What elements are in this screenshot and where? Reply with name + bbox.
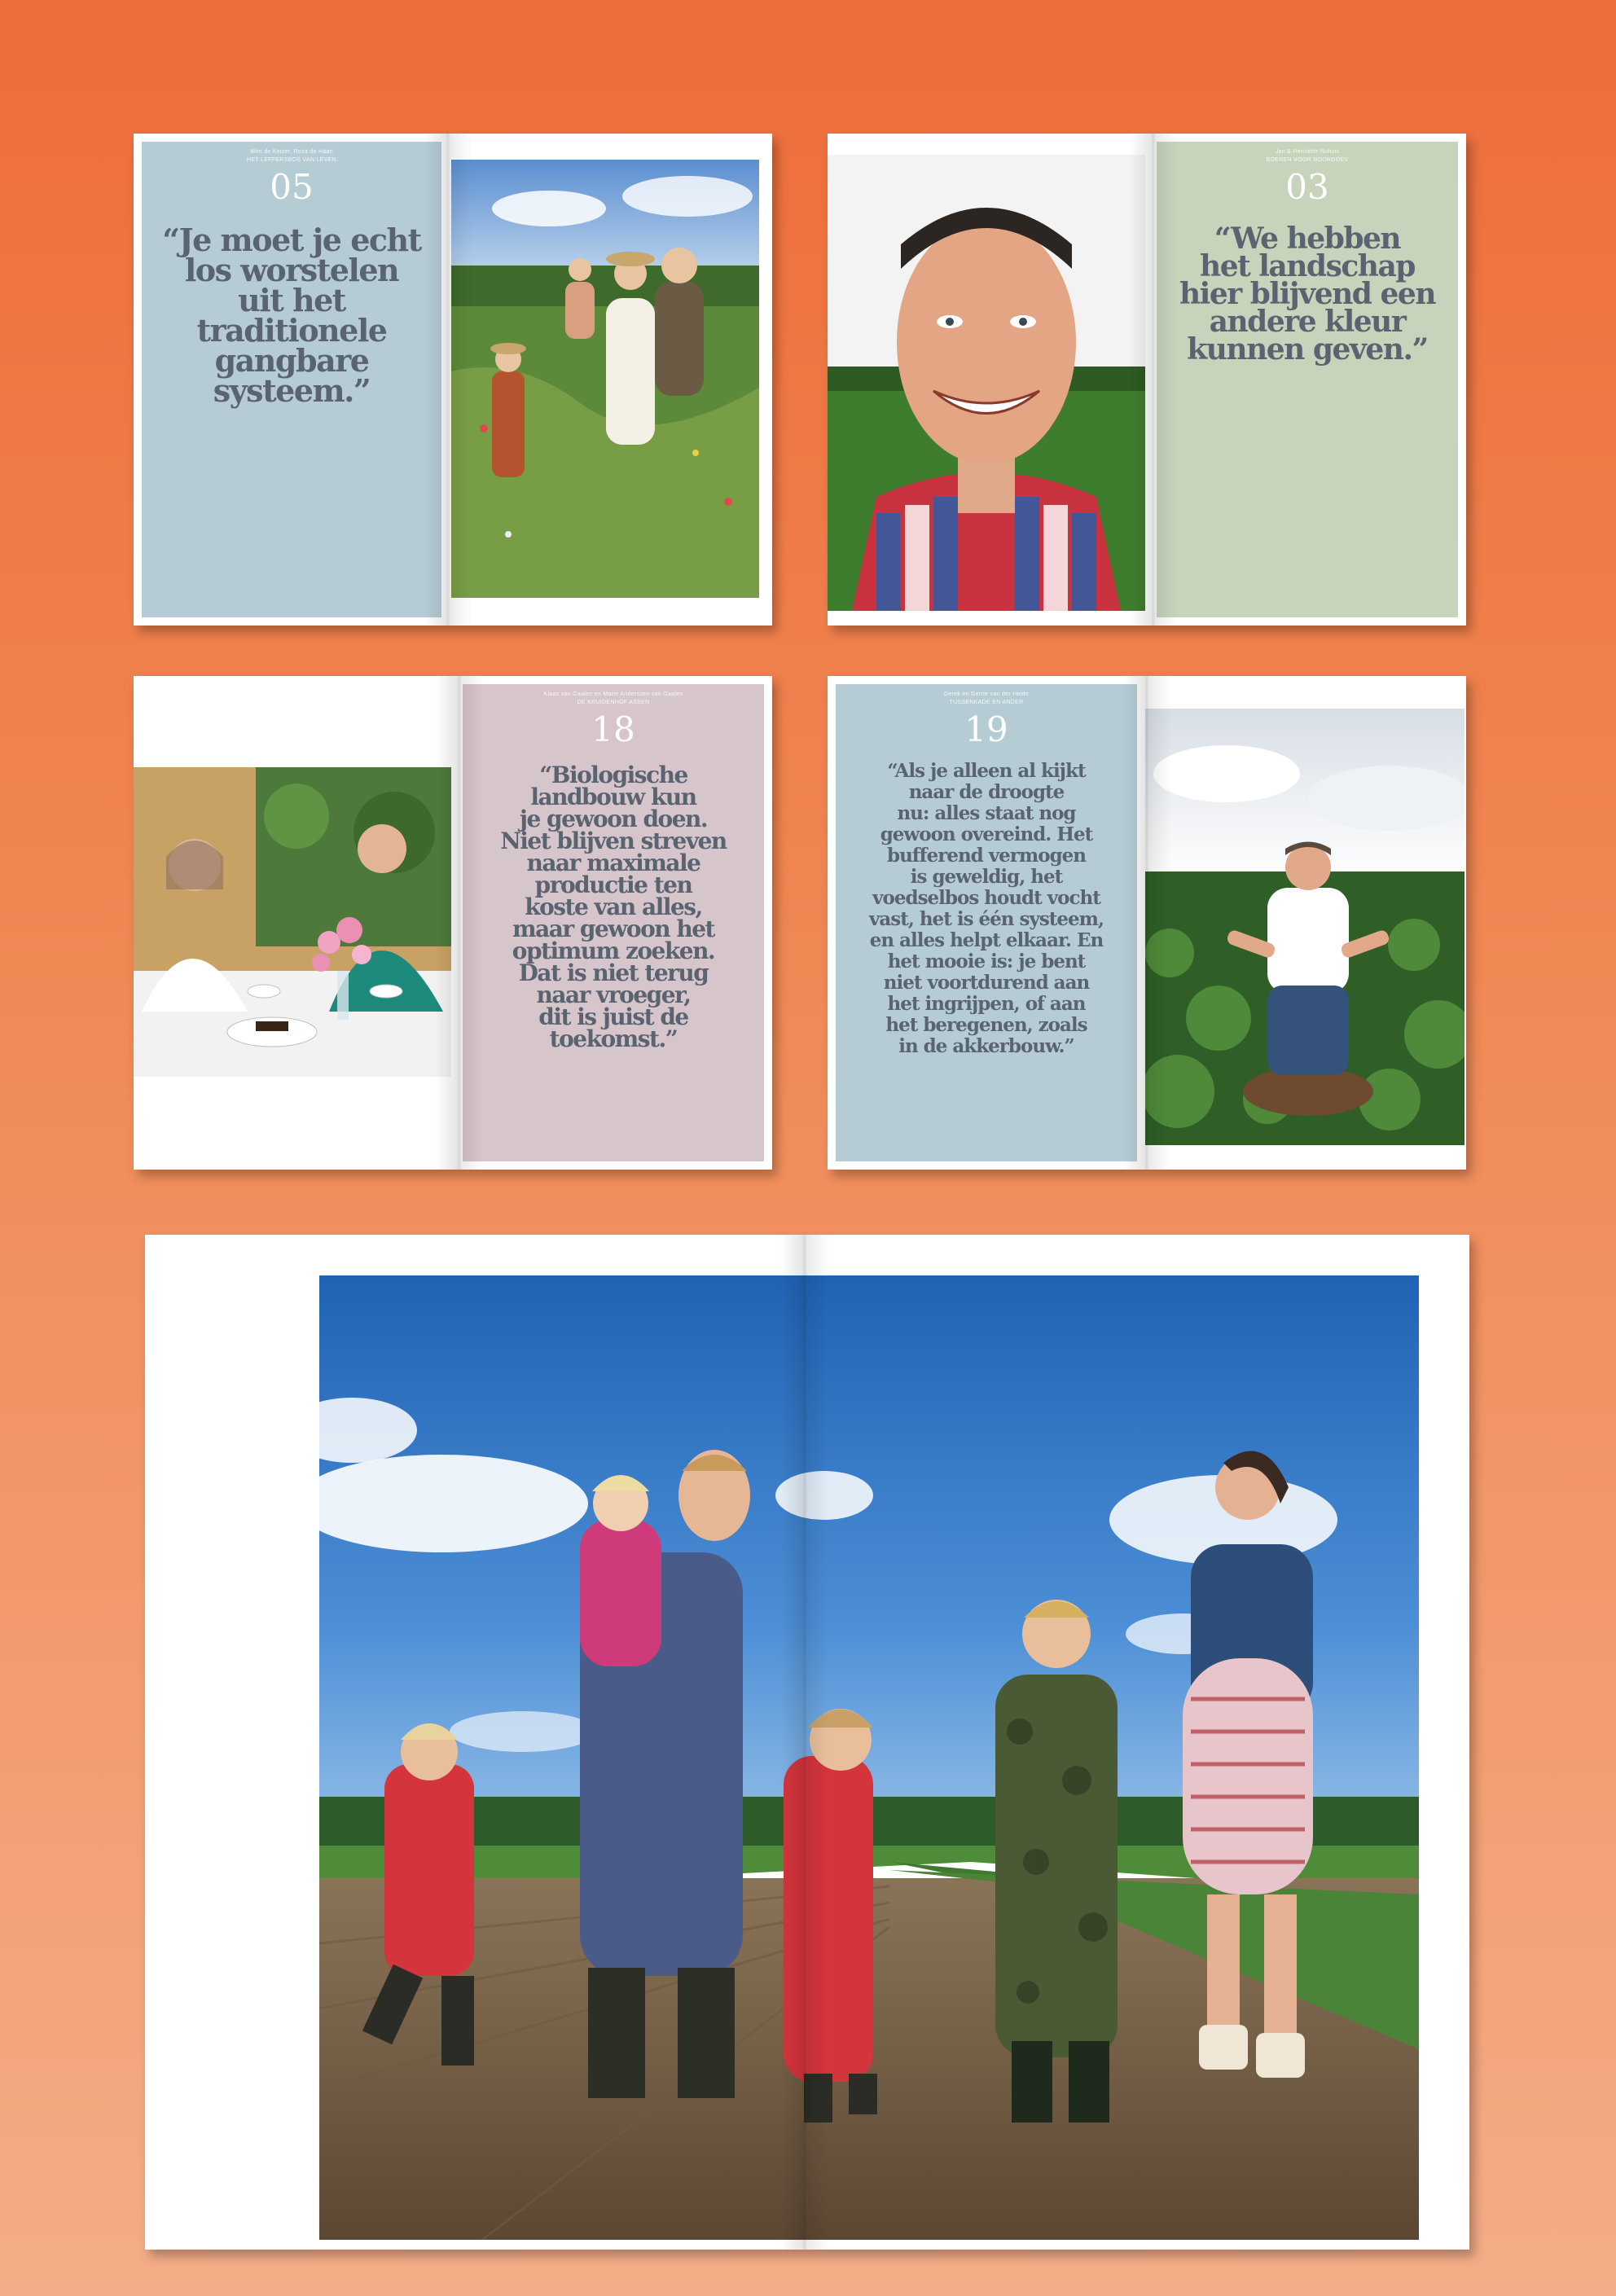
magazine-spread-03 bbox=[828, 134, 1466, 626]
page-number: 18 bbox=[591, 709, 635, 749]
page-number: 19 bbox=[964, 709, 1008, 749]
farmer-kneeling-in-field-photo bbox=[1145, 709, 1464, 1145]
quote-panel-19 bbox=[836, 684, 1137, 1161]
magazine-spread-19 bbox=[828, 676, 1466, 1170]
credit-subtitle: DE KRUIDENHOF ASSEN bbox=[577, 700, 650, 705]
smiling-farmer-portrait-photo bbox=[828, 155, 1145, 611]
page-number: 03 bbox=[1285, 167, 1329, 207]
credit-text bbox=[944, 691, 1029, 707]
farming-family-in-field-photo bbox=[319, 1275, 1419, 2240]
credit-text bbox=[543, 691, 683, 707]
credit-subtitle: HET LEFFERSBOS VAN LEVEN bbox=[246, 157, 337, 163]
credit-names: Wim de Keizer, Rosa de Haan bbox=[250, 149, 333, 155]
magazine-feature-spread bbox=[145, 1235, 1469, 2250]
credit-subtitle: TUSSENKADE EN ANDER bbox=[949, 700, 1024, 705]
quote-panel-05 bbox=[142, 142, 441, 617]
magazine-spread-05 bbox=[134, 134, 772, 626]
credit-text bbox=[247, 148, 336, 165]
credit-names: Jan & Henriëtte Nuhuis bbox=[1275, 149, 1340, 155]
couple-at-table-photo bbox=[134, 767, 451, 1077]
pull-quote: “We hebben het landschap hier blijvend een andere kleur kunnen geven.” bbox=[1179, 222, 1435, 367]
credit-names: Derek en Gerrie van der Heide bbox=[943, 691, 1030, 697]
magazine-spread-18 bbox=[134, 676, 772, 1170]
quote-panel-03 bbox=[1157, 142, 1458, 617]
credit-subtitle: BOEREN VOOR NOORDOEV bbox=[1266, 157, 1349, 163]
page-number: 05 bbox=[270, 167, 314, 207]
quote-panel-18 bbox=[463, 684, 764, 1161]
credit-names: Klaas van Gaalen en Marie Anderssen van Gaalen bbox=[543, 691, 683, 697]
family-in-meadow-photo bbox=[451, 160, 759, 598]
pull-quote: “Je moet je echt los worstelen uit het traditionele gangbare systeem.” bbox=[162, 222, 421, 409]
pull-quote: “Biologische landbouw kun je gewoon doen. Niet blijven streven naar maximale productie ten koste van alles, maar gewoon het optimum zoeken. Dat is niet terug naar vroeger, dit is juist de toekomst.” bbox=[500, 762, 727, 1052]
credit-text bbox=[1267, 148, 1349, 165]
pull-quote: “Als je alleen al kijkt naar de droogte nu: alles staat nog gewoon overeind. Het bufferend vermogen is geweldig, het voedselbos houdt vocht vast, het is één systeem, en alles helpt elkaar. En het mooie is: je bent niet voortdurend aan het ingrijpen, of aan het beregenen, zoals in de akkerbouw.” bbox=[868, 760, 1104, 1057]
